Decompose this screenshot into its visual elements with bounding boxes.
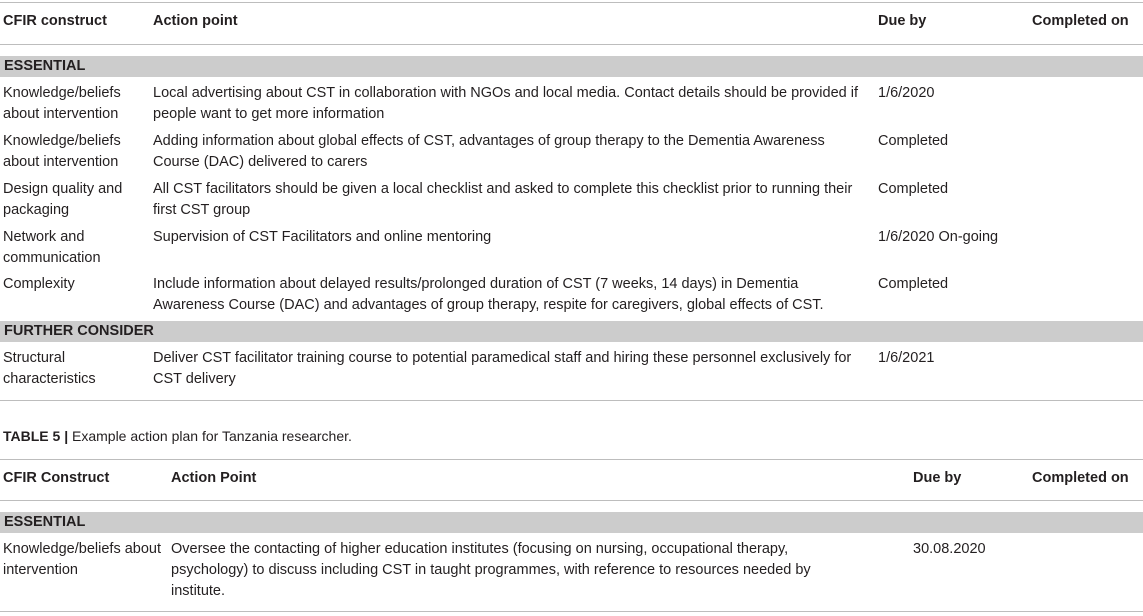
row-action: All CST facilitators should be given a local checklist and asked to complete this checklist prior to running their first CST group: [153, 181, 853, 218]
row-construct: Structural characteristics: [3, 350, 96, 387]
caption-label: TABLE 5 |: [3, 428, 69, 444]
table-5-caption: [3, 428, 352, 444]
caption-text: Example action plan for Tanzania researcher.: [68, 428, 352, 444]
header-action-point: Action Point: [171, 470, 257, 486]
row-construct: Knowledge/beliefs about intervention: [3, 85, 121, 122]
header-cfir-construct: CFIR construct: [3, 13, 107, 29]
section-band-essential: ESSENTIAL: [0, 512, 1143, 533]
row-due: Completed: [878, 181, 949, 197]
section-band-essential: ESSENTIAL: [0, 56, 1143, 77]
row-construct: Knowledge/beliefs about intervention: [3, 541, 162, 578]
row-due: Completed: [878, 133, 949, 149]
header-due-by: Due by: [878, 13, 927, 29]
row-construct: Complexity: [3, 276, 75, 292]
header-due-by: Due by: [913, 470, 962, 486]
row-due: 1/6/2020 On-going: [878, 229, 999, 245]
header-rule: [0, 500, 1143, 501]
row-action: Local advertising about CST in collaboration with NGOs and local media. Contact details should be provided if people want to get more information: [153, 85, 858, 122]
row-action: Adding information about global effects of CST, advantages of group therapy to the Dementia Awareness Course (DAC) delivered to carers: [153, 133, 825, 170]
table-top-rule: [0, 2, 1143, 3]
header-cfir-construct: CFIR Construct: [3, 470, 110, 486]
header-rule: [0, 44, 1143, 45]
row-action: Include information about delayed results/prolonged duration of CST (7 weeks, 14 days) in Dementia Awareness Course (DAC) and advantages of group therapy, respite for caregivers, global effects of CST.: [153, 276, 824, 313]
header-action-point: Action point: [153, 13, 238, 29]
table-bottom-rule: [0, 611, 1143, 612]
header-completed-on: Completed on: [1032, 470, 1129, 486]
table-bottom-rule: [0, 400, 1143, 401]
row-construct: Network and communication: [3, 229, 101, 266]
row-due: 1/6/2020: [878, 85, 935, 101]
row-construct: Design quality and packaging: [3, 181, 123, 218]
row-action: Deliver CST facilitator training course to potential paramedical staff and hiring these personnel exclusively for CST delivery: [153, 350, 852, 387]
row-action: Oversee the contacting of higher education institutes (focusing on nursing, occupational therapy, psychology) to discuss including CST in taught programmes, with reference to resources needed by institute.: [171, 541, 811, 599]
row-due: 30.08.2020: [913, 541, 986, 557]
row-construct: Knowledge/beliefs about intervention: [3, 133, 121, 170]
table-top-rule: [0, 459, 1143, 460]
header-completed-on: Completed on: [1032, 13, 1129, 29]
row-due: 1/6/2021: [878, 350, 935, 366]
row-action: Supervision of CST Facilitators and online mentoring: [153, 229, 492, 245]
section-band-further-consider: FURTHER CONSIDER: [0, 321, 1143, 342]
row-due: Completed: [878, 276, 949, 292]
